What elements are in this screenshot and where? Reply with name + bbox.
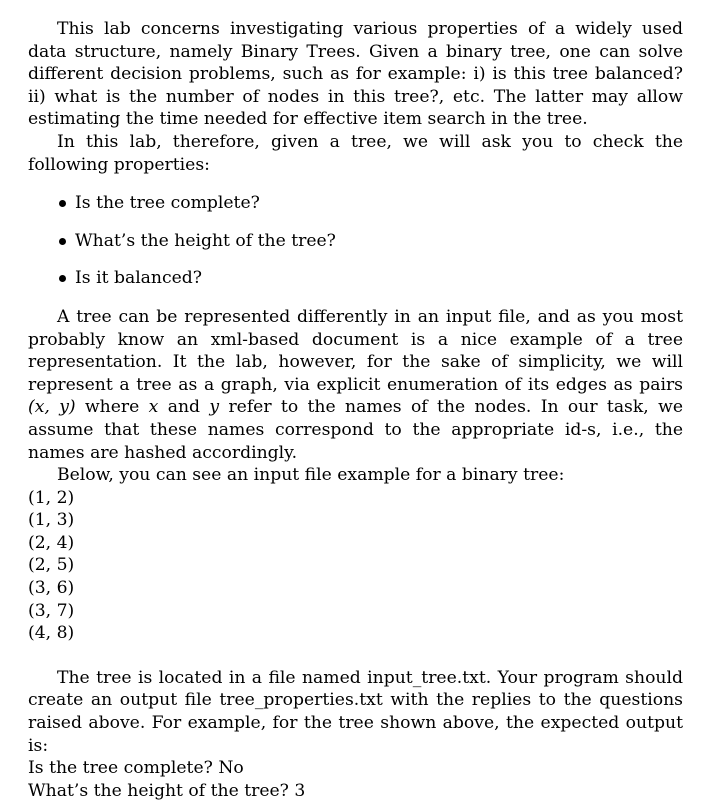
text-span: The tree is located in a file named	[57, 667, 368, 688]
answer-line: Is the tree complete? No	[28, 758, 244, 779]
bullet-icon	[59, 200, 66, 207]
text-span: A tree can be represented differently in an input file, and as you most probably know an xml-based document is a nice example of a tree representation. It the lab, however, for the sake of simplicity, we will represent a tree as a graph, via explicit enumeration of its edges as pairs	[28, 306, 683, 395]
output-paragraph	[28, 667, 683, 757]
text-span: where	[75, 397, 149, 418]
edge-item: (2, 4)	[28, 532, 75, 553]
example-intro: Below, you can see an input file example for a binary tree:	[57, 465, 565, 486]
output-filename: tree_properties.txt	[219, 690, 383, 711]
edge-item: (2, 5)	[28, 555, 75, 576]
edge-item: (4, 8)	[28, 623, 75, 644]
text-span: and	[158, 397, 210, 418]
list-item-text: Is the tree complete?	[75, 193, 260, 214]
math-y: y	[209, 397, 220, 418]
bullet-icon	[59, 275, 66, 282]
list-item	[59, 267, 683, 290]
text-span: with the replies to the questions raised above. For example, for the tree shown above, the expected output is:	[28, 690, 683, 756]
text-span: refer to the names of the nodes. In our task, we assume that these names correspond to the appropriate id-s, i.e., the names are hashed accordingly.	[28, 397, 683, 463]
list-item-text: Is it balanced?	[75, 268, 203, 289]
edge-item: (3, 6)	[28, 578, 75, 599]
answer-line: What’s the height of the tree? 3	[28, 780, 306, 801]
input-filename: input_tree.txt	[367, 667, 486, 688]
edge-item: (1, 2)	[28, 487, 75, 508]
spacer	[28, 645, 683, 667]
properties-list	[28, 192, 683, 290]
edge-item: (1, 3)	[28, 510, 75, 531]
math-pair: (x, y)	[28, 397, 76, 418]
text-span: . Your program should create an output file	[28, 667, 683, 711]
bullet-icon	[59, 238, 66, 245]
list-item	[59, 192, 683, 215]
representation-paragraph	[28, 306, 683, 464]
intro-paragraph: This lab concerns investigating various properties of a widely used data structure, namely Binary Trees. Given a binary tree, one can solve different decision problems, such as for example: i) is this tree balanced? ii) what is the number of nodes in this tree?, etc. The latter may allow estimating the time needed for effective item search in the tree.	[28, 19, 683, 130]
math-x: x	[148, 397, 159, 418]
edge-item: (3, 7)	[28, 600, 75, 621]
list-item	[59, 230, 683, 253]
lab-properties-intro: In this lab, therefore, given a tree, we will ask you to check the following properties:	[28, 131, 683, 175]
list-item-text: What’s the height of the tree?	[75, 230, 336, 251]
edge-list	[28, 487, 683, 645]
